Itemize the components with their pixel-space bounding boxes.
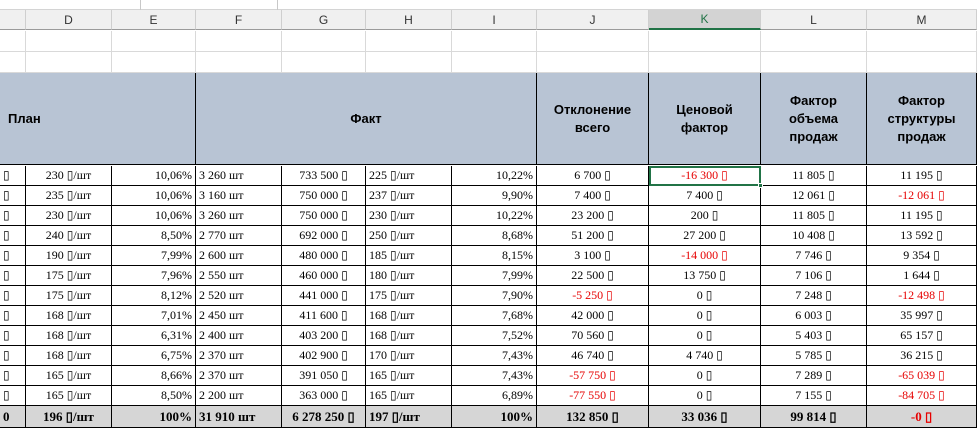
data-cell-k[interactable]: 0 ▯ xyxy=(649,366,761,386)
data-cell-i[interactable]: 7,68% xyxy=(452,306,537,326)
empty-cell[interactable] xyxy=(366,31,452,52)
data-cell-d[interactable]: 230 ▯/шт xyxy=(26,206,112,226)
data-cell-m[interactable]: 65 157 ▯ xyxy=(867,326,977,346)
data-cell-i[interactable]: 10,22% xyxy=(452,206,537,226)
data-cell-c[interactable]: ▯ xyxy=(0,206,26,226)
data-cell-f[interactable]: 3 160 шт xyxy=(196,186,282,206)
price-factor-header[interactable] xyxy=(649,73,761,165)
data-cell-c[interactable]: ▯ xyxy=(0,186,26,206)
data-cell-k[interactable]: 200 ▯ xyxy=(649,206,761,226)
formula-bar-segment xyxy=(0,0,141,10)
empty-cell[interactable] xyxy=(26,31,112,52)
data-cell-i[interactable]: 7,99% xyxy=(452,266,537,286)
empty-cell[interactable] xyxy=(452,31,537,52)
data-cell-d[interactable]: 235 ▯/шт xyxy=(26,186,112,206)
data-cell-m[interactable]: 36 215 ▯ xyxy=(867,346,977,366)
data-cell-e[interactable]: 10,06% xyxy=(112,206,196,226)
data-cell-h[interactable]: 175 ▯/шт xyxy=(366,286,452,306)
volume-factor-header[interactable] xyxy=(761,73,867,165)
column-header-j[interactable]: J xyxy=(537,10,649,30)
data-cell-k[interactable]: 0 ▯ xyxy=(649,326,761,346)
data-cell-f[interactable]: 2 200 шт xyxy=(196,386,282,406)
data-cell-d[interactable]: 168 ▯/шт xyxy=(26,346,112,366)
data-cell-j[interactable]: 23 200 ▯ xyxy=(537,206,649,226)
data-cell-l[interactable]: 5 403 ▯ xyxy=(761,326,867,346)
data-cell-f[interactable]: 2 400 шт xyxy=(196,326,282,346)
data-cell-g[interactable]: 411 600 ▯ xyxy=(282,306,366,326)
data-cell-h[interactable]: 168 ▯/шт xyxy=(366,326,452,346)
data-cell-e[interactable]: 7,99% xyxy=(112,246,196,266)
data-cell-i[interactable]: 8,15% xyxy=(452,246,537,266)
data-cell-g[interactable]: 460 000 ▯ xyxy=(282,266,366,286)
data-cell-j[interactable]: 51 200 ▯ xyxy=(537,226,649,246)
data-cell-g[interactable]: 750 000 ▯ xyxy=(282,206,366,226)
data-cell-c[interactable]: ▯ xyxy=(0,366,26,386)
data-cell-d[interactable]: 168 ▯/шт xyxy=(26,326,112,346)
data-cell-l[interactable]: 10 408 ▯ xyxy=(761,226,867,246)
data-cell-l[interactable]: 7 155 ▯ xyxy=(761,386,867,406)
empty-cell[interactable] xyxy=(112,52,196,73)
data-cell-k[interactable]: -16 300 ▯ xyxy=(649,166,761,186)
empty-cell[interactable] xyxy=(537,52,649,73)
column-header-f[interactable]: F xyxy=(196,10,282,30)
total-cell-g[interactable]: 6 278 250 ▯ xyxy=(282,406,366,428)
data-cell-m[interactable]: 1 644 ▯ xyxy=(867,266,977,286)
data-cell-g[interactable]: 363 000 ▯ xyxy=(282,386,366,406)
formula-bar-strip xyxy=(0,0,977,10)
data-cell-c[interactable]: ▯ xyxy=(0,346,26,366)
total-cell-j[interactable]: 132 850 ▯ xyxy=(537,406,649,428)
data-cell-j[interactable]: 7 400 ▯ xyxy=(537,186,649,206)
deviation-total-label: Отклонение всего xyxy=(553,101,632,135)
total-cell-m[interactable]: -0 ▯ xyxy=(867,406,977,428)
data-cell-g[interactable]: 403 200 ▯ xyxy=(282,326,366,346)
empty-cell[interactable] xyxy=(761,31,867,52)
data-cell-j[interactable]: 6 700 ▯ xyxy=(537,166,649,186)
data-cell-e[interactable]: 7,01% xyxy=(112,306,196,326)
data-cell-e[interactable]: 10,06% xyxy=(112,166,196,186)
empty-cell[interactable] xyxy=(0,31,26,52)
deviation-total-header[interactable] xyxy=(537,73,649,165)
data-cell-c[interactable]: ▯ xyxy=(0,246,26,266)
total-cell-k[interactable]: 33 036 ▯ xyxy=(649,406,761,428)
data-cell-m[interactable]: 11 195 ▯ xyxy=(867,206,977,226)
data-cell-k[interactable]: -14 000 ▯ xyxy=(649,246,761,266)
data-cell-j[interactable]: 22 500 ▯ xyxy=(537,266,649,286)
data-cell-k[interactable]: 0 ▯ xyxy=(649,286,761,306)
empty-cell[interactable] xyxy=(452,52,537,73)
data-cell-j[interactable]: 46 740 ▯ xyxy=(537,346,649,366)
data-cell-i[interactable]: 9,90% xyxy=(452,186,537,206)
empty-cell[interactable] xyxy=(649,31,761,52)
data-cell-d[interactable]: 190 ▯/шт xyxy=(26,246,112,266)
data-cell-l[interactable]: 5 785 ▯ xyxy=(761,346,867,366)
data-cell-l[interactable]: 7 746 ▯ xyxy=(761,246,867,266)
data-cell-i[interactable]: 7,90% xyxy=(452,286,537,306)
data-cell-c[interactable]: ▯ xyxy=(0,166,26,186)
data-cell-g[interactable]: 441 000 ▯ xyxy=(282,286,366,306)
data-cell-h[interactable]: 170 ▯/шт xyxy=(366,346,452,366)
data-cell-m[interactable]: 13 592 ▯ xyxy=(867,226,977,246)
data-cell-i[interactable]: 7,43% xyxy=(452,346,537,366)
total-cell-e[interactable]: 100% xyxy=(112,406,196,428)
data-cell-f[interactable]: 2 550 шт xyxy=(196,266,282,286)
data-cell-i[interactable]: 6,89% xyxy=(452,386,537,406)
data-cell-j[interactable]: -77 550 ▯ xyxy=(537,386,649,406)
data-cell-d[interactable]: 240 ▯/шт xyxy=(26,226,112,246)
data-cell-g[interactable]: 402 900 ▯ xyxy=(282,346,366,366)
data-cell-h[interactable]: 168 ▯/шт xyxy=(366,306,452,326)
column-header-h[interactable]: H xyxy=(366,10,452,30)
data-cell-j[interactable]: -57 750 ▯ xyxy=(537,366,649,386)
total-cell-c[interactable]: 0 xyxy=(0,406,26,428)
empty-cell[interactable] xyxy=(112,31,196,52)
data-cell-i[interactable]: 8,68% xyxy=(452,226,537,246)
data-cell-m[interactable]: -65 039 ▯ xyxy=(867,366,977,386)
data-cell-i[interactable]: 7,43% xyxy=(452,366,537,386)
data-cell-m[interactable]: -12 498 ▯ xyxy=(867,286,977,306)
data-cell-e[interactable]: 7,96% xyxy=(112,266,196,286)
total-cell-l[interactable]: 99 814 ▯ xyxy=(761,406,867,428)
data-cell-h[interactable]: 165 ▯/шт xyxy=(366,386,452,406)
empty-cell[interactable] xyxy=(537,31,649,52)
data-cell-h[interactable]: 225 ▯/шт xyxy=(366,166,452,186)
total-cell-i[interactable]: 100% xyxy=(452,406,537,428)
data-cell-k[interactable]: 13 750 ▯ xyxy=(649,266,761,286)
data-cell-j[interactable]: 3 100 ▯ xyxy=(537,246,649,266)
plan-header-label: План xyxy=(8,110,41,126)
total-cell-h[interactable]: 197 ▯/шт xyxy=(366,406,452,428)
empty-cell[interactable] xyxy=(26,52,112,73)
data-cell-j[interactable]: 42 000 ▯ xyxy=(537,306,649,326)
data-cell-l[interactable]: 11 805 ▯ xyxy=(761,206,867,226)
data-cell-h[interactable]: 165 ▯/шт xyxy=(366,366,452,386)
column-header-d[interactable]: D xyxy=(26,10,112,30)
data-cell-f[interactable]: 2 600 шт xyxy=(196,246,282,266)
data-cell-l[interactable]: 7 289 ▯ xyxy=(761,366,867,386)
data-cell-k[interactable]: 0 ▯ xyxy=(649,386,761,406)
fill-handle[interactable] xyxy=(758,183,763,188)
data-cell-d[interactable]: 230 ▯/шт xyxy=(26,166,112,186)
data-cell-h[interactable]: 237 ▯/шт xyxy=(366,186,452,206)
data-cell-m[interactable]: -12 061 ▯ xyxy=(867,186,977,206)
data-cell-k[interactable]: 27 200 ▯ xyxy=(649,226,761,246)
data-cell-l[interactable]: 6 003 ▯ xyxy=(761,306,867,326)
data-cell-e[interactable]: 10,06% xyxy=(112,186,196,206)
data-cell-g[interactable]: 480 000 ▯ xyxy=(282,246,366,266)
data-cell-l[interactable]: 7 106 ▯ xyxy=(761,266,867,286)
fact-header-label: Факт xyxy=(350,110,382,126)
data-cell-c[interactable]: ▯ xyxy=(0,386,26,406)
data-cell-k[interactable]: 4 740 ▯ xyxy=(649,346,761,366)
data-cell-d[interactable]: 175 ▯/шт xyxy=(26,286,112,306)
total-cell-d[interactable]: 196 ▯/шт xyxy=(26,406,112,428)
data-cell-d[interactable]: 165 ▯/шт xyxy=(26,386,112,406)
data-cell-l[interactable]: 11 805 ▯ xyxy=(761,166,867,186)
data-cell-m[interactable]: 35 997 ▯ xyxy=(867,306,977,326)
data-cell-g[interactable]: 692 000 ▯ xyxy=(282,226,366,246)
column-header-m[interactable]: M xyxy=(867,10,977,30)
data-cell-g[interactable]: 391 050 ▯ xyxy=(282,366,366,386)
empty-cell[interactable] xyxy=(867,52,977,73)
data-cell-l[interactable]: 7 248 ▯ xyxy=(761,286,867,306)
data-cell-e[interactable]: 8,50% xyxy=(112,226,196,246)
data-cell-c[interactable]: ▯ xyxy=(0,266,26,286)
data-cell-f[interactable]: 2 370 шт xyxy=(196,346,282,366)
column-header-c[interactable] xyxy=(0,10,26,30)
data-cell-f[interactable]: 2 450 шт xyxy=(196,306,282,326)
empty-cell[interactable] xyxy=(649,52,761,73)
data-cell-m[interactable]: -84 705 ▯ xyxy=(867,386,977,406)
data-cell-e[interactable]: 8,12% xyxy=(112,286,196,306)
data-cell-g[interactable]: 733 500 ▯ xyxy=(282,166,366,186)
data-cell-h[interactable]: 230 ▯/шт xyxy=(366,206,452,226)
data-cell-e[interactable]: 8,66% xyxy=(112,366,196,386)
structure-factor-header[interactable] xyxy=(867,73,977,165)
empty-cell[interactable] xyxy=(196,52,282,73)
plan-header[interactable] xyxy=(0,73,196,165)
data-cell-i[interactable]: 7,52% xyxy=(452,326,537,346)
data-cell-f[interactable]: 3 260 шт xyxy=(196,206,282,226)
volume-factor-label: Фактор объема продаж xyxy=(788,92,838,144)
data-cell-e[interactable]: 8,50% xyxy=(112,386,196,406)
data-cell-h[interactable]: 250 ▯/шт xyxy=(366,226,452,246)
fact-header[interactable] xyxy=(196,73,537,165)
data-cell-d[interactable]: 165 ▯/шт xyxy=(26,366,112,386)
structure-factor-label: Фактор структуры продаж xyxy=(887,92,956,144)
column-header-l[interactable]: L xyxy=(761,10,867,30)
empty-cell[interactable] xyxy=(867,31,977,52)
empty-cell[interactable] xyxy=(282,52,366,73)
data-cell-m[interactable]: 11 195 ▯ xyxy=(867,166,977,186)
data-cell-m[interactable]: 9 354 ▯ xyxy=(867,246,977,266)
data-cell-d[interactable]: 168 ▯/шт xyxy=(26,306,112,326)
data-cell-e[interactable]: 6,75% xyxy=(112,346,196,366)
data-cell-h[interactable]: 185 ▯/шт xyxy=(366,246,452,266)
total-cell-f[interactable]: 31 910 шт xyxy=(196,406,282,428)
data-cell-l[interactable]: 12 061 ▯ xyxy=(761,186,867,206)
empty-cell[interactable] xyxy=(0,52,26,73)
column-header-e[interactable]: E xyxy=(112,10,196,30)
data-cell-k[interactable]: 7 400 ▯ xyxy=(649,186,761,206)
data-cell-k[interactable]: 0 ▯ xyxy=(649,306,761,326)
data-cell-d[interactable]: 175 ▯/шт xyxy=(26,266,112,286)
data-cell-j[interactable]: 70 560 ▯ xyxy=(537,326,649,346)
formula-bar-segment xyxy=(140,0,278,10)
data-cell-c[interactable]: ▯ xyxy=(0,286,26,306)
data-cell-e[interactable]: 6,31% xyxy=(112,326,196,346)
column-header-g[interactable]: G xyxy=(282,10,366,30)
data-cell-c[interactable]: ▯ xyxy=(0,226,26,246)
data-cell-i[interactable]: 10,22% xyxy=(452,166,537,186)
price-factor-label: Ценовой фактор xyxy=(676,101,733,135)
data-cell-f[interactable]: 3 260 шт xyxy=(196,166,282,186)
data-cell-f[interactable]: 2 370 шт xyxy=(196,366,282,386)
data-cell-j[interactable]: -5 250 ▯ xyxy=(537,286,649,306)
empty-cell[interactable] xyxy=(282,31,366,52)
data-cell-c[interactable]: ▯ xyxy=(0,306,26,326)
data-cell-g[interactable]: 750 000 ▯ xyxy=(282,186,366,206)
column-header-i[interactable]: I xyxy=(452,10,537,30)
data-cell-c[interactable]: ▯ xyxy=(0,326,26,346)
data-cell-h[interactable]: 180 ▯/шт xyxy=(366,266,452,286)
data-cell-f[interactable]: 2 770 шт xyxy=(196,226,282,246)
column-header-k[interactable]: K xyxy=(649,10,761,30)
empty-cell[interactable] xyxy=(761,52,867,73)
data-cell-f[interactable]: 2 520 шт xyxy=(196,286,282,306)
empty-cell[interactable] xyxy=(196,31,282,52)
empty-cell[interactable] xyxy=(366,52,452,73)
